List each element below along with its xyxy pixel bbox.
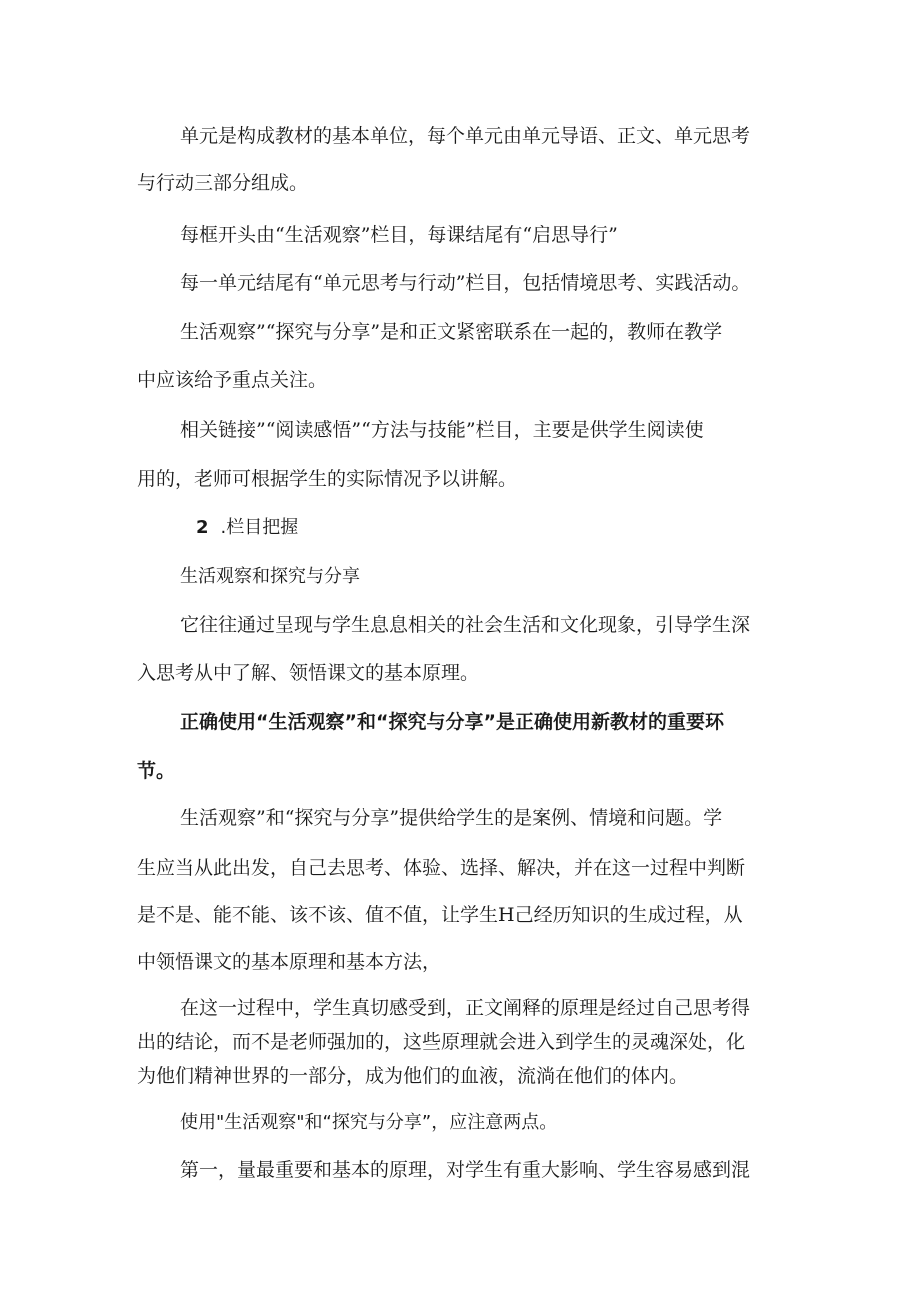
paragraph-line: 入思考从中了解、领悟课文的基本原理。 — [137, 662, 480, 684]
paragraph-line: 单元是构成教材的基本单位，每个单元由单元导语、正文、单元思考 — [180, 125, 751, 147]
paragraph-line: 在这一过程中，学生真切感受到，正文阐释的原理是经过自己思考得 — [180, 997, 751, 1019]
paragraph-line: 与行动三部分组成。 — [137, 172, 309, 194]
paragraph-line: 中领悟课文的基本原理和基本方法， — [137, 951, 442, 973]
section-number: 2 — [196, 517, 209, 538]
paragraph-line: 它往往通过呈现与学生息息相关的社会生活和文化现象，引导学生深 — [180, 614, 751, 636]
subheading: 使用"生活观察"和“探究与分享”，应注意两点。 — [180, 1112, 558, 1133]
paragraph-line: 生应当从此出发，自己去思考、体验、选择、解决，并在这一过程中判断 — [137, 857, 746, 879]
paragraph-line: 用的，老师可根据学生的实际情况予以讲解。 — [137, 468, 518, 490]
paragraph-line: 生活观察”“探究与分享”是和正文紧密联系在一起的，教师在教学 — [180, 321, 723, 343]
subheading: 生活观察和探究与分享 — [180, 566, 360, 587]
paragraph-line: 出的结论，而不是老师强加的，这些原理就会进入到学生的灵魂深处，化 — [137, 1031, 746, 1053]
paragraph-line: 相关链接”“阅读感悟”“方法与技能”栏目，主要是供学生阅读使 — [180, 419, 704, 441]
paragraph-line: 为他们精神世界的一部分，成为他们的血液，流淌在他们的体内。 — [137, 1065, 689, 1087]
paragraph-line: 中应该给予重点关注。 — [137, 369, 328, 391]
section-heading — [196, 516, 298, 540]
paragraph-line: 生活观察”和“探究与分享”提供给学生的是案例、情境和问题。学 — [180, 807, 723, 829]
paragraph-line: 每框开头由“生活观察”栏目，每课结尾有“启思导行” — [180, 224, 618, 246]
paragraph-line: 第一，量最重要和基本的原理，对学生有重大影响、学生容易感到混 — [180, 1159, 751, 1181]
emphasis-line: 节。 — [137, 760, 176, 782]
emphasis-line: 正确使用“生活观察”和“探究与分享”是正确使用新教材的重要环 — [180, 711, 724, 733]
section-title: .栏目把握 — [220, 517, 299, 538]
paragraph-line: 是不是、能不能、该不该、值不值，让学生H己经历知识的生成过程，从 — [137, 904, 743, 926]
paragraph-line: 每一单元结尾有“单元思考与行动”栏目，包括情境思考、实践活动。 — [180, 272, 751, 294]
